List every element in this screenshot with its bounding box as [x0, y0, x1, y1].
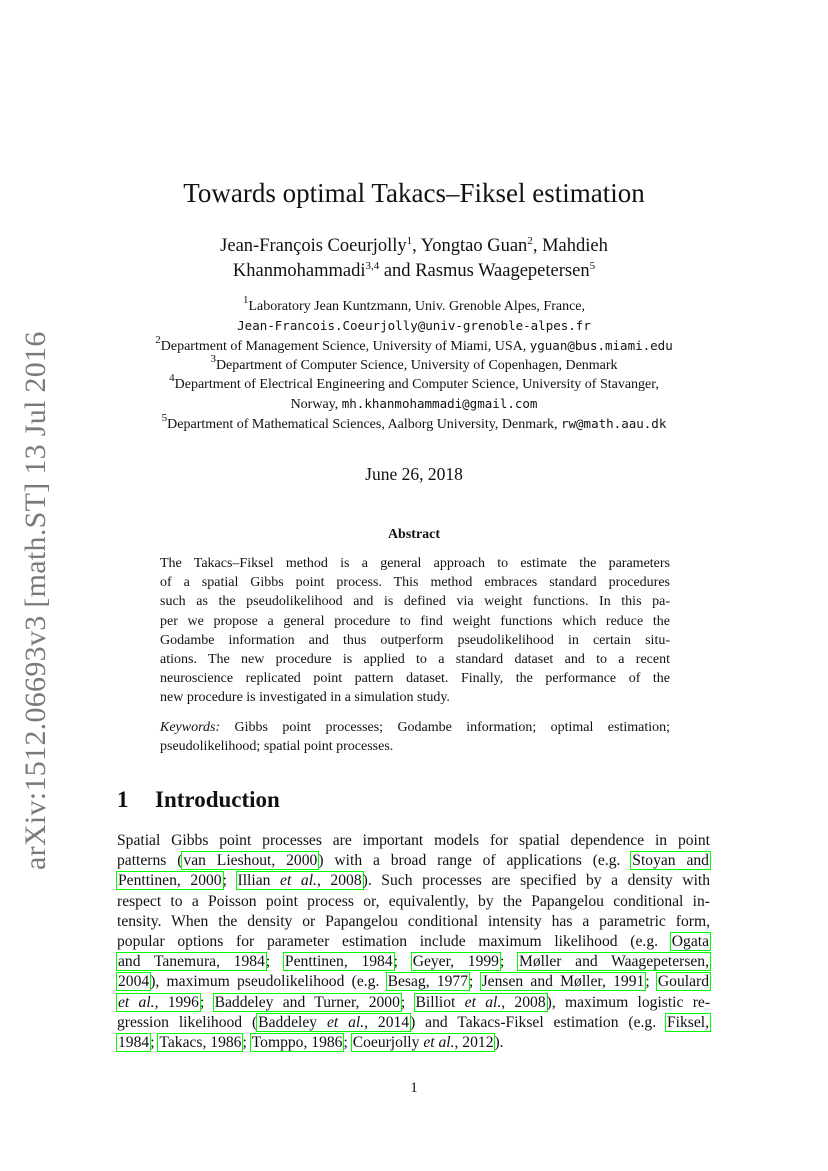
section-number: 1 — [117, 787, 129, 812]
intro-text: ; — [265, 953, 284, 971]
keywords-label: Keywords: — [160, 720, 221, 735]
citation-link[interactable]: Geyer, 1999 — [412, 953, 499, 971]
keywords-text: pseudolikelihood; spatial point processes. — [160, 739, 394, 755]
intro-line — [117, 952, 710, 972]
citation-link[interactable]: Penttinen, 2000 — [118, 872, 222, 890]
intro-line — [117, 851, 710, 871]
abstract-body — [160, 554, 670, 708]
author-affil-sup: 2 — [527, 235, 533, 247]
intro-text: patterns ( — [117, 852, 183, 870]
intro-text: ) with a broad range of applications (e.g. — [318, 852, 632, 870]
abstract-line: per we propose a general procedure to find weight functions which reduce the — [160, 613, 670, 629]
intro-line — [117, 1013, 710, 1033]
intro-text: ) and Takacs-Fiksel estimation (e.g. — [410, 1013, 666, 1031]
intro-text: ; — [645, 973, 657, 991]
intro-text: ; — [150, 1034, 159, 1052]
intro-text: ), maximum pseudolikelihood (e.g. — [150, 973, 387, 991]
keywords — [160, 718, 670, 756]
abstract-line: such as the pseudolikelihood and is defined via weight functions. In this pa- — [160, 594, 670, 610]
intro-text: ). — [494, 1034, 504, 1052]
citation-link[interactable]: Fiksel, — [666, 1013, 710, 1031]
author-line-2 — [0, 259, 828, 284]
affiliation-4-cont: Norway, mh.khanmohammadi@gmail.com — [290, 396, 538, 412]
affiliation-3: $^3$Department of Computer Science, University of Copenhagen, Denmark — [210, 353, 618, 373]
citation-link[interactable]: Stoyan and — [632, 852, 709, 870]
affiliation-4: $^4$Department of Electrical Engineering and Computer Science, University of Stavanger, — [169, 372, 659, 392]
intro-text: ; — [242, 1034, 251, 1052]
intro-text: ), maximum logistic re- — [546, 993, 711, 1011]
author-list — [0, 234, 828, 284]
citation-link[interactable]: Møller and Waagepetersen, — [519, 953, 709, 971]
citation-link[interactable]: Takacs, 1986 — [159, 1034, 242, 1052]
email-link[interactable]: yguan@bus.miami.edu — [529, 338, 673, 353]
citation-link[interactable]: Jensen and Møller, 1991 — [481, 973, 645, 991]
citation-link[interactable]: Besag, 1977 — [387, 973, 469, 991]
author-separator: , — [532, 236, 543, 256]
intro-line — [117, 932, 710, 952]
intro-text: tensity. When the density or Papangelou conditional intensity has a parametric form, — [117, 912, 710, 930]
citation-link[interactable]: Baddeley et al., 2014 — [258, 1013, 410, 1031]
author-name: Rasmus Waagepetersen — [415, 261, 590, 281]
paper-title: Towards optimal Takacs–Fiksel estimation — [183, 178, 645, 208]
section-title: Introduction — [155, 787, 280, 812]
section-heading — [117, 785, 280, 815]
affiliation-list — [0, 294, 828, 434]
paper-date: June 26, 2018 — [365, 464, 463, 484]
affiliation-1: $^1$Laboratory Jean Kuntzmann, Univ. Grenoble Alpes, France, — [242, 294, 586, 314]
abstract-line: of a spatial Gibbs point process. This method embraces standard procedures — [160, 575, 670, 591]
citation-link[interactable]: et al., 1996 — [118, 993, 199, 1011]
affiliation-5: $^5$Department of Mathematical Sciences, Aalborg University, Denmark, rw@math.aau.dk — [161, 412, 667, 432]
email-link[interactable]: Jean-Francois.Coeurjolly@univ-grenoble-alpes.fr — [237, 318, 591, 333]
intro-text: ; — [199, 993, 214, 1011]
intro-text: popular options for parameter estimation include maximum likelihood (e.g. — [117, 933, 671, 951]
citation-link[interactable]: Illian et al., 2008 — [237, 872, 362, 890]
introduction-paragraph — [117, 831, 710, 1053]
author-name: Khanmohammadi — [232, 261, 366, 281]
intro-text: respect to a Poisson point process or, equivalently, by the Papangelou conditional in- — [117, 892, 710, 910]
citation-link[interactable]: 2004 — [118, 973, 150, 991]
abstract-line: ations. The new procedure is applied to a standard dataset and to a recent — [160, 652, 670, 668]
abstract-line: Godambe information and thus outperform pseudolikelihood in certain situ- — [160, 632, 670, 648]
author-name: Jean-François Coeurjolly — [220, 236, 407, 256]
intro-line — [117, 1033, 710, 1053]
author-line-1 — [0, 234, 828, 259]
author-affil-sup: 5 — [589, 260, 596, 272]
intro-text: ; — [222, 872, 237, 890]
author-separator: and — [379, 261, 416, 281]
author-affil-sup: 3,4 — [365, 260, 380, 272]
intro-text: ; — [499, 953, 519, 971]
affiliation-2: $^2$Department of Management Science, University of Miami, USA, yguan@bus.miami.edu — [155, 334, 673, 354]
citation-link[interactable]: van Lieshout, 2000 — [183, 852, 318, 870]
affiliation-1-email — [0, 316, 828, 336]
citation-link[interactable]: Ogata — [671, 933, 709, 951]
citation-link[interactable]: Tomppo, 1986 — [251, 1034, 343, 1052]
intro-line — [117, 993, 710, 1013]
citation-link[interactable]: Goulard — [657, 973, 710, 991]
arxiv-stamp: arXiv:1512.06693v3 [math.ST] 13 Jul 2016 — [19, 331, 52, 870]
citation-link[interactable]: 1984 — [118, 1034, 150, 1052]
abstract-line: The Takacs–Fiksel method is a general approach to estimate the parameters — [160, 556, 670, 571]
intro-text: ). Such processes are specified by a density with — [362, 872, 711, 890]
citation-link[interactable]: and Tanemura, 1984 — [118, 953, 265, 971]
abstract-heading: Abstract — [387, 527, 441, 542]
intro-line — [117, 892, 710, 912]
abstract-line: neuroscience replicated point pattern dataset. Finally, the performance of the — [160, 671, 670, 687]
author-affil-sup: 1 — [406, 235, 413, 247]
intro-line — [117, 871, 710, 891]
author-name: Mahdieh — [542, 236, 608, 256]
intro-text: Spatial Gibbs point processes are important models for spatial dependence in point — [117, 832, 710, 849]
citation-link[interactable]: Billiot et al., 2008 — [415, 993, 546, 1011]
abstract-line: new procedure is investigated in a simulation study. — [160, 690, 450, 706]
page-number: 1 — [410, 1080, 418, 1096]
citation-link[interactable]: Penttinen, 1984 — [284, 953, 393, 971]
author-separator: , — [412, 236, 421, 256]
citation-link[interactable]: Coeurjolly et al., 2012 — [352, 1034, 494, 1052]
keywords-text: Gibbs point processes; Godambe information; optimal estimation; — [220, 720, 670, 735]
intro-text: ; — [400, 993, 415, 1011]
intro-line — [117, 972, 710, 992]
intro-text: ; — [393, 953, 412, 971]
intro-text: ; — [343, 1034, 352, 1052]
author-name: Yongtao Guan — [420, 236, 528, 256]
email-link[interactable]: rw@math.aau.dk — [560, 416, 667, 431]
intro-line — [117, 831, 710, 851]
email-link[interactable]: mh.khanmohammadi@gmail.com — [341, 396, 538, 411]
intro-text: gression likelihood ( — [117, 1013, 258, 1031]
intro-text: ; — [469, 973, 481, 991]
intro-line — [117, 912, 710, 932]
citation-link[interactable]: Baddeley and Turner, 2000 — [214, 993, 400, 1011]
